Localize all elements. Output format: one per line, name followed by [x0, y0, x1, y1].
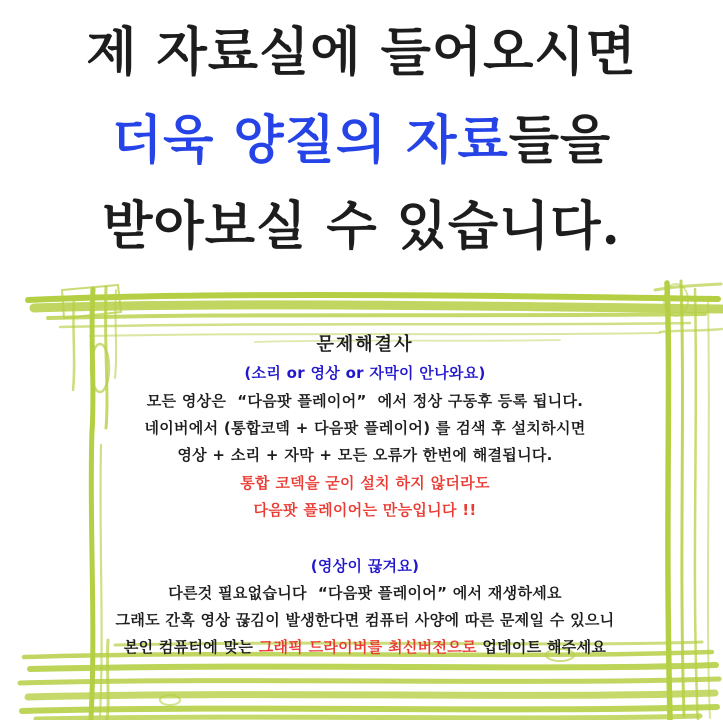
- section1-line-1: 모든 영상은 “다음팟 플레이어” 에서 정상 구동후 등록 됩니다.: [146, 392, 584, 410]
- section2-line-2: 그래도 간혹 영상 끊김이 발생한다면 컴퓨터 사양에 따른 문제일 수 있으니: [115, 611, 615, 629]
- section2-line-3-red-segment: 그래픽 드라이버를 최신버전으로: [258, 638, 477, 656]
- headline-line-1: 제 자료실에 들어오시면: [86, 22, 637, 83]
- section1-warning-line-2: 다음팟 플레이어는 만능입니다 !!: [253, 501, 477, 519]
- section2-line-3-suffix: 업데이트 해주세요: [476, 638, 607, 656]
- headline-line-2: [0, 110, 723, 172]
- section1-subtitle: (소리 or 영상 or 자막이 안나와요): [244, 364, 486, 382]
- section2-line-3: [85, 637, 645, 657]
- headline-line-3: 받아보실 수 있습니다.: [102, 196, 621, 257]
- section2-line-3-prefix: 본인 컴퓨터에 맞는: [123, 638, 259, 656]
- section2-subtitle: (영상이 끊겨요): [310, 557, 420, 575]
- box-title: 문제해결사: [316, 334, 414, 355]
- section1-line-2: 네이버에서 (통합코덱 + 다음팟 플레이어) 를 검색 후 설치하시면: [144, 419, 586, 437]
- headline-line-2-black-segment: 들을: [508, 110, 612, 171]
- section1-warning-line-1: 통합 코덱을 굳이 설치 하지 않더라도: [240, 474, 490, 492]
- section1-line-3: 영상 + 소리 + 자막 + 모든 오류가 한번에 해결됩니다.: [177, 446, 553, 464]
- headline-line-2-blue-segment: 더욱 양질의 자료: [111, 110, 509, 171]
- section2-line-1: 다른것 필요없습니다 “다음팟 플레이어” 에서 재생하세요: [168, 584, 562, 602]
